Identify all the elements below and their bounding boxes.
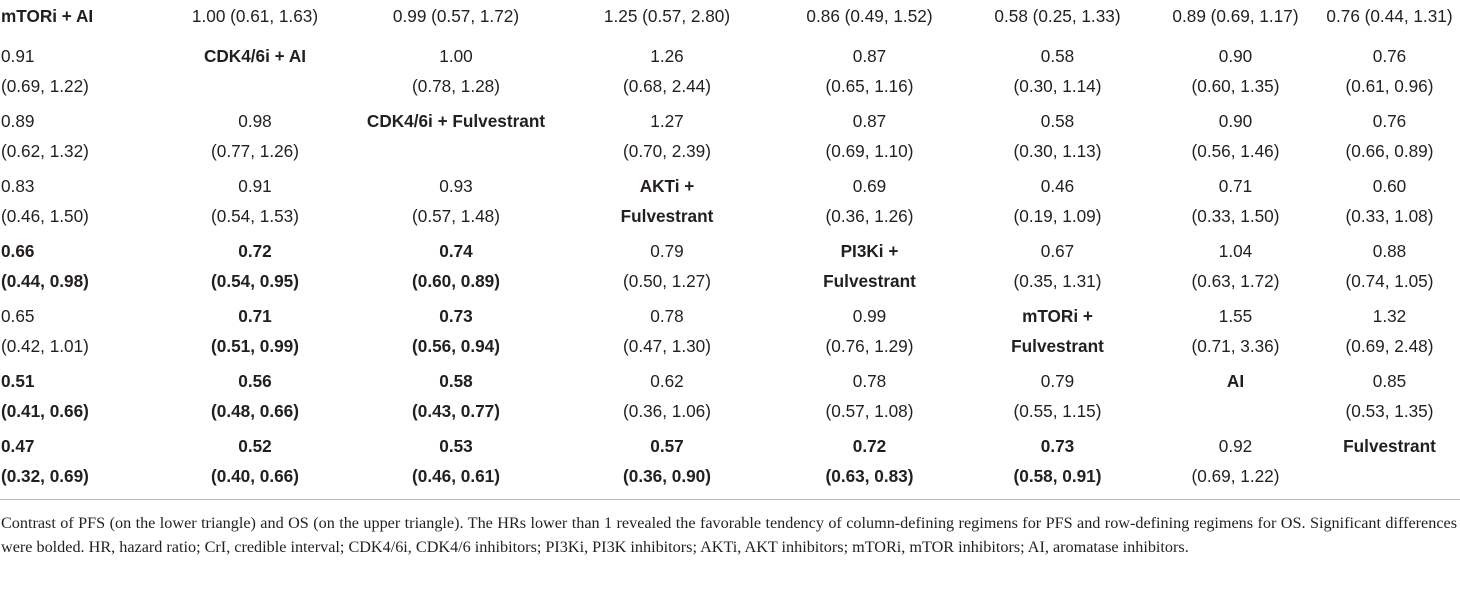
cell-line: 0.72	[852, 436, 887, 456]
cell-line: 0.46	[1040, 176, 1075, 196]
table-row	[0, 1, 1460, 41]
cell-line: 0.53	[439, 436, 473, 456]
table-row	[0, 41, 1460, 106]
hr-cell	[354, 1, 558, 41]
cell-line: 0.76 (0.44, 1.31)	[1326, 6, 1453, 26]
hr-cell	[776, 106, 963, 171]
table-row	[0, 366, 1460, 431]
cell-line: (0.60, 0.89)	[412, 271, 500, 291]
cell-line: 0.79	[1040, 371, 1075, 391]
hr-cell	[776, 171, 963, 236]
cell-line: Fulvestrant	[1011, 336, 1104, 356]
hr-cell	[776, 1, 963, 41]
hr-cell	[558, 431, 776, 496]
hr-cell	[776, 431, 963, 496]
cell-line: (0.54, 1.53)	[211, 206, 299, 226]
cell-line: (0.44, 0.98)	[1, 271, 89, 291]
regimen-label-cell	[0, 1, 156, 41]
cell-line: 0.65	[1, 306, 35, 326]
cell-line: 0.83	[1, 176, 35, 196]
cell-line: 0.72	[238, 241, 272, 261]
table-row	[0, 106, 1460, 171]
regimen-label-cell	[156, 41, 354, 106]
cell-line: (0.58, 0.91)	[1013, 466, 1102, 486]
cell-line: (0.77, 1.26)	[211, 141, 299, 161]
cell-line: 1.25 (0.57, 2.80)	[603, 6, 731, 26]
cell-line: (0.63, 1.72)	[1191, 271, 1280, 291]
regimen-label-cell	[1319, 431, 1460, 496]
cell-line: mTORi +	[1022, 306, 1093, 326]
cell-line: 1.00	[439, 46, 473, 66]
cell-line: 0.91	[1, 46, 35, 66]
hr-cell	[0, 41, 156, 106]
cell-line: (0.36, 0.90)	[623, 466, 711, 486]
cell-line: mTORi + AI	[1, 6, 94, 26]
hr-cell	[156, 171, 354, 236]
cell-line: 0.86 (0.49, 1.52)	[806, 6, 933, 26]
table-row	[0, 236, 1460, 301]
hr-cell	[0, 236, 156, 301]
regimen-label-cell	[354, 106, 558, 171]
hr-cell	[354, 171, 558, 236]
cell-line: 1.04	[1218, 241, 1253, 261]
hr-cell	[963, 1, 1152, 41]
cell-line: (0.76, 1.29)	[825, 336, 914, 356]
cell-line: 0.87	[852, 111, 887, 131]
hr-cell	[156, 1, 354, 41]
cell-line: (0.78, 1.28)	[412, 76, 500, 96]
cell-line: 0.79	[650, 241, 684, 261]
hr-cell	[558, 106, 776, 171]
cell-line: (0.47, 1.30)	[623, 336, 711, 356]
cell-line: 0.71	[238, 306, 272, 326]
cell-line: 0.89	[1, 111, 35, 131]
cell-line: 0.99 (0.57, 1.72)	[392, 6, 520, 26]
cell-line: 0.99	[852, 306, 887, 326]
cell-line: (0.74, 1.05)	[1345, 271, 1434, 291]
hr-cell	[1152, 106, 1319, 171]
hr-cell	[558, 301, 776, 366]
cell-line: (0.70, 2.39)	[623, 141, 711, 161]
cell-line: 0.58	[439, 371, 473, 391]
cell-line: CDK4/6i + Fulvestrant	[366, 111, 546, 131]
hr-cell	[1319, 1, 1460, 41]
table-body	[0, 1, 1460, 496]
cell-line: 0.60	[1372, 176, 1407, 196]
cell-line: 0.57	[650, 436, 684, 456]
regimen-label-cell	[558, 171, 776, 236]
cell-line: (0.30, 1.13)	[1013, 141, 1102, 161]
cell-line: (0.36, 1.06)	[623, 401, 711, 421]
cell-line: Fulvestrant	[1343, 436, 1436, 456]
cell-line: (0.65, 1.16)	[825, 76, 914, 96]
cell-line: 1.26	[650, 46, 684, 66]
hr-cell	[1152, 1, 1319, 41]
cell-line: (0.54, 0.95)	[211, 271, 299, 291]
cell-line: (0.69, 1.10)	[825, 141, 914, 161]
cell-line: (0.51, 0.99)	[211, 336, 299, 356]
cell-line: (0.35, 1.31)	[1013, 271, 1102, 291]
cell-line: (0.33, 1.08)	[1345, 206, 1434, 226]
hr-cell	[1319, 171, 1460, 236]
cell-line: (0.66, 0.89)	[1345, 141, 1434, 161]
cell-line: 0.52	[238, 436, 272, 456]
cell-line: (0.69, 1.22)	[1191, 466, 1280, 486]
cell-line: (0.56, 0.94)	[412, 336, 500, 356]
cell-line: 0.47	[1, 436, 35, 456]
hr-cell	[156, 236, 354, 301]
hr-cell	[558, 41, 776, 106]
cell-line: AKTi +	[639, 176, 695, 196]
hr-cell	[1152, 41, 1319, 106]
cell-line: (0.50, 1.27)	[623, 271, 711, 291]
cell-line: (0.43, 0.77)	[412, 401, 500, 421]
cell-line: 0.58	[1040, 46, 1075, 66]
cell-line: Fulvestrant	[620, 206, 714, 226]
table-row	[0, 171, 1460, 236]
hr-cell	[156, 366, 354, 431]
hr-cell	[156, 106, 354, 171]
table-row	[0, 431, 1460, 496]
cell-line: 0.78	[852, 371, 887, 391]
hr-cell	[558, 1, 776, 41]
hr-cell	[0, 171, 156, 236]
cell-line: (0.63, 0.83)	[825, 466, 914, 486]
cell-line: PI3Ki +	[840, 241, 899, 261]
cell-line: 0.98	[238, 111, 272, 131]
hr-cell	[0, 366, 156, 431]
hr-cell	[0, 301, 156, 366]
cell-line: (0.69, 1.22)	[1, 76, 89, 96]
hr-cell	[354, 366, 558, 431]
cell-line: 0.90	[1218, 111, 1253, 131]
cell-line: 1.00 (0.61, 1.63)	[191, 6, 319, 26]
cell-line: 0.78	[650, 306, 684, 326]
hr-cell	[354, 236, 558, 301]
cell-line: (0.57, 1.08)	[825, 401, 914, 421]
cell-line: Fulvestrant	[823, 271, 916, 291]
cell-line: 0.56	[238, 371, 272, 391]
cell-line: (0.69, 2.48)	[1345, 336, 1434, 356]
cell-line: (0.46, 0.61)	[412, 466, 500, 486]
cell-line: (0.32, 0.69)	[1, 466, 89, 486]
cell-line: CDK4/6i + AI	[203, 46, 307, 66]
cell-line: (0.19, 1.09)	[1013, 206, 1102, 226]
cell-line: 0.73	[439, 306, 473, 326]
cell-line: 0.66	[1, 241, 35, 261]
cell-line: 0.76	[1372, 111, 1407, 131]
hr-cell	[1152, 236, 1319, 301]
cell-line: (0.71, 3.36)	[1191, 336, 1280, 356]
hr-cell	[1319, 41, 1460, 106]
regimen-label-cell	[963, 301, 1152, 366]
cell-line: 0.62	[650, 371, 684, 391]
cell-line: (0.56, 1.46)	[1191, 141, 1280, 161]
cell-line: 0.76	[1372, 46, 1407, 66]
hr-cell	[1152, 171, 1319, 236]
cell-line: 1.27	[650, 111, 684, 131]
cell-line: 0.92	[1218, 436, 1253, 456]
cell-line: 0.87	[852, 46, 887, 66]
cell-line: 0.88	[1372, 241, 1407, 261]
table-row	[0, 301, 1460, 366]
hr-cell	[963, 41, 1152, 106]
cell-line: 0.91	[238, 176, 272, 196]
cell-line: 0.90	[1218, 46, 1253, 66]
cell-line: 0.73	[1040, 436, 1075, 456]
hr-cell	[558, 366, 776, 431]
cell-line: 0.89 (0.69, 1.17)	[1172, 6, 1299, 26]
cell-line: (0.62, 1.32)	[1, 141, 89, 161]
cell-line: 0.58	[1040, 111, 1075, 131]
cell-line: (0.55, 1.15)	[1013, 401, 1102, 421]
hr-cell	[963, 431, 1152, 496]
cell-line: 1.32	[1372, 306, 1407, 326]
hr-cell	[1319, 106, 1460, 171]
cell-line: 0.51	[1, 371, 35, 391]
league-table	[0, 1, 1460, 496]
cell-line: (0.42, 1.01)	[1, 336, 89, 356]
regimen-label-cell	[776, 236, 963, 301]
cell-line: (0.48, 0.66)	[211, 401, 299, 421]
regimen-label-cell	[1152, 366, 1319, 431]
cell-line: 1.55	[1218, 306, 1253, 326]
hr-cell	[776, 366, 963, 431]
cell-line: AI	[1226, 371, 1245, 391]
hr-cell	[1152, 301, 1319, 366]
table-footnote: Contrast of PFS (on the lower triangle) and OS (on the upper triangle). The HRs lower than 1 revealed the favorable tendency of column-defining regimens for PFS and row-defining regimens for OS. Significant differences were bolded. HR, hazard ratio; CrI, credible interval; CDK4/6i, CDK4/6 inhibitors; PI3Ki, PI3K inhibitors; AKTi, AKT inhibitors; mTORi, mTOR inhibitors; AI, aromatase inhibitors.	[1, 514, 1457, 556]
cell-line: (0.68, 2.44)	[623, 76, 711, 96]
hr-cell	[1319, 236, 1460, 301]
cell-line: 0.74	[439, 241, 473, 261]
hr-cell	[156, 301, 354, 366]
cell-line: (0.61, 0.96)	[1345, 76, 1434, 96]
hr-cell	[1152, 431, 1319, 496]
cell-line: 0.71	[1218, 176, 1253, 196]
cell-line: (0.40, 0.66)	[211, 466, 299, 486]
hr-cell	[963, 106, 1152, 171]
hr-cell	[776, 301, 963, 366]
cell-line: (0.46, 1.50)	[1, 206, 89, 226]
hr-cell	[0, 106, 156, 171]
hr-cell	[963, 366, 1152, 431]
cell-line: (0.57, 1.48)	[412, 206, 500, 226]
hr-cell	[354, 41, 558, 106]
hr-cell	[0, 431, 156, 496]
hr-cell	[156, 431, 354, 496]
hr-cell	[558, 236, 776, 301]
hr-cell	[354, 301, 558, 366]
hr-cell	[1319, 366, 1460, 431]
cell-line: 0.93	[439, 176, 473, 196]
hr-cell	[963, 171, 1152, 236]
cell-line: (0.30, 1.14)	[1013, 76, 1102, 96]
cell-line: (0.53, 1.35)	[1345, 401, 1434, 421]
hr-cell	[776, 41, 963, 106]
cell-line: 0.67	[1040, 241, 1075, 261]
cell-line: 0.85	[1372, 371, 1407, 391]
hr-cell	[1319, 301, 1460, 366]
cell-line: (0.41, 0.66)	[1, 401, 89, 421]
cell-line: (0.60, 1.35)	[1191, 76, 1280, 96]
hr-cell	[963, 236, 1152, 301]
cell-line: 0.58 (0.25, 1.33)	[994, 6, 1121, 26]
cell-line: (0.36, 1.26)	[825, 206, 914, 226]
hr-cell	[354, 431, 558, 496]
cell-line: 0.69	[852, 176, 887, 196]
cell-line: (0.33, 1.50)	[1191, 206, 1280, 226]
